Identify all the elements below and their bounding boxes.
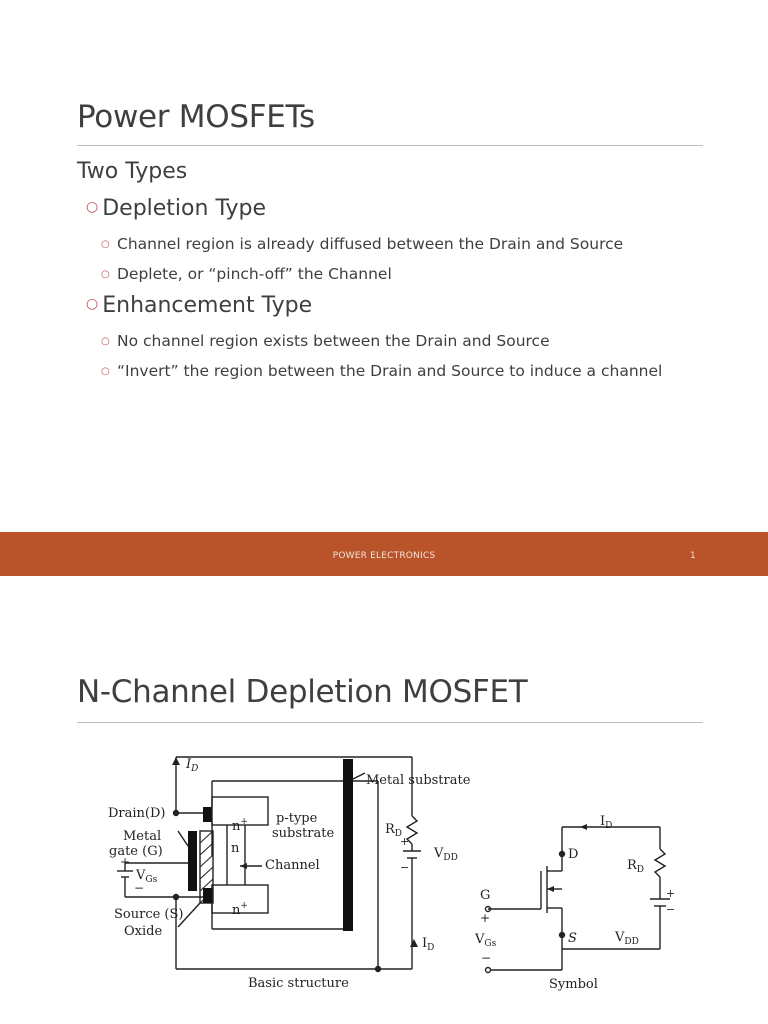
label-n-region: n (231, 841, 240, 856)
label-metal-substrate: Metal substrate (366, 773, 471, 788)
sub-bullet-text: No channel region exists between the Drain and Source (117, 332, 550, 350)
footer-title: POWER ELECTRONICS (332, 551, 436, 561)
mosfet-diagram (100, 751, 690, 1023)
label-ptype-1: p-type (276, 811, 318, 826)
symbol-label-id: I (600, 814, 606, 829)
label-vgs-minus: − (134, 881, 145, 895)
label-source: Source (S) (114, 907, 184, 922)
label-id-bottom-sub: D (427, 943, 435, 953)
label-vgs-sub: Gs (145, 875, 158, 885)
bullet-text: Depletion Type (102, 196, 266, 221)
sub-bullet-text: Channel region is already diffused between the Drain and Source (117, 235, 624, 253)
symbol-label-vdd: V (615, 930, 625, 945)
label-vgs: V (136, 868, 146, 883)
bullet-text: Enhancement Type (102, 293, 313, 318)
label-channel: Channel (265, 858, 320, 873)
sub-bullet (101, 233, 691, 256)
svg-text:RD (627, 858, 644, 875)
slide-2 (0, 576, 768, 1024)
svg-text:VGs (474, 932, 497, 949)
label-vdd-plus: + (400, 835, 410, 848)
svg-text:n+ (232, 901, 248, 918)
symbol-label-g: G (480, 888, 491, 903)
label-id-bottom: I (422, 936, 428, 951)
symbol-vgs-minus: − (481, 951, 492, 965)
symbol-label-vdd-sub: DD (624, 937, 639, 947)
caption-symbol: Symbol (549, 977, 598, 992)
label-gate: gate (G) (109, 844, 163, 859)
slide-title: Power MOSFETs (77, 99, 315, 135)
label-vgs-plus: + (120, 855, 131, 869)
svg-text:ID (185, 757, 198, 774)
circle-bullet-icon: ○ (101, 366, 110, 377)
circle-bullet-icon: ○ (101, 336, 110, 347)
symbol-vdd-plus: + (666, 887, 676, 900)
symbol-labels (474, 814, 675, 992)
label-metal: Metal (123, 829, 162, 844)
sub-bullet (101, 360, 691, 383)
caption-basic-structure: Basic structure (248, 976, 349, 991)
page-number: 1 (690, 551, 696, 561)
circle-bullet-icon: ○ (86, 199, 99, 215)
label-id-top-sub: D (191, 764, 199, 774)
symbol-label-vgs-sub: Gs (484, 939, 497, 949)
bullet-enhancement-type (86, 293, 312, 318)
label-ptype-2: substrate (272, 826, 335, 841)
sub-bullet (101, 263, 691, 286)
slide-title: N-Channel Depletion MOSFET (77, 674, 528, 710)
svg-text:VDD (614, 930, 639, 947)
label-n-plus-bottom: n (232, 903, 241, 918)
label-n-plus-top: n (232, 819, 241, 834)
symbol-vgs-plus: + (480, 911, 491, 925)
circle-bullet-icon: ○ (86, 296, 99, 312)
label-vdd: V (434, 846, 444, 861)
symbol-label-rd: R (627, 858, 637, 873)
symbol-label-id-sub: D (605, 821, 613, 831)
label-oxide: Oxide (124, 924, 163, 939)
label-n-plus-top-sup: + (240, 817, 248, 827)
label-n-plus-bottom-sup: + (240, 901, 248, 911)
label-drain: Drain(D) (108, 806, 166, 821)
label-rd: R (385, 822, 395, 837)
label-id-top: I (186, 757, 192, 772)
sub-bullet-text: “Invert” the region between the Drain and Source to induce a channel (117, 362, 663, 380)
svg-text:ID (600, 814, 612, 831)
svg-text:VDD (433, 846, 458, 863)
symbol-vdd-minus: − (666, 903, 676, 916)
bullet-depletion-type (86, 196, 266, 221)
sub-bullet (101, 330, 691, 353)
label-vdd-sub: DD (443, 853, 458, 863)
title-divider (77, 722, 703, 723)
symbol-label-d: D (568, 847, 579, 862)
circle-bullet-icon: ○ (101, 239, 110, 250)
svg-text:ID (422, 936, 434, 953)
symbol-label-rd-sub: D (636, 865, 645, 875)
symbol-label-s: S (568, 931, 577, 946)
label-rd-sub: D (394, 829, 403, 839)
sub-bullet-text: Deplete, or “pinch-off” the Channel (117, 265, 392, 283)
section-heading: Two Types (77, 159, 188, 184)
symbol-label-vgs: V (475, 932, 485, 947)
slide-footer (0, 532, 768, 576)
structure-labels (108, 757, 471, 991)
circle-bullet-icon: ○ (101, 269, 110, 280)
label-vdd-minus: − (400, 861, 410, 874)
title-divider (77, 145, 703, 146)
